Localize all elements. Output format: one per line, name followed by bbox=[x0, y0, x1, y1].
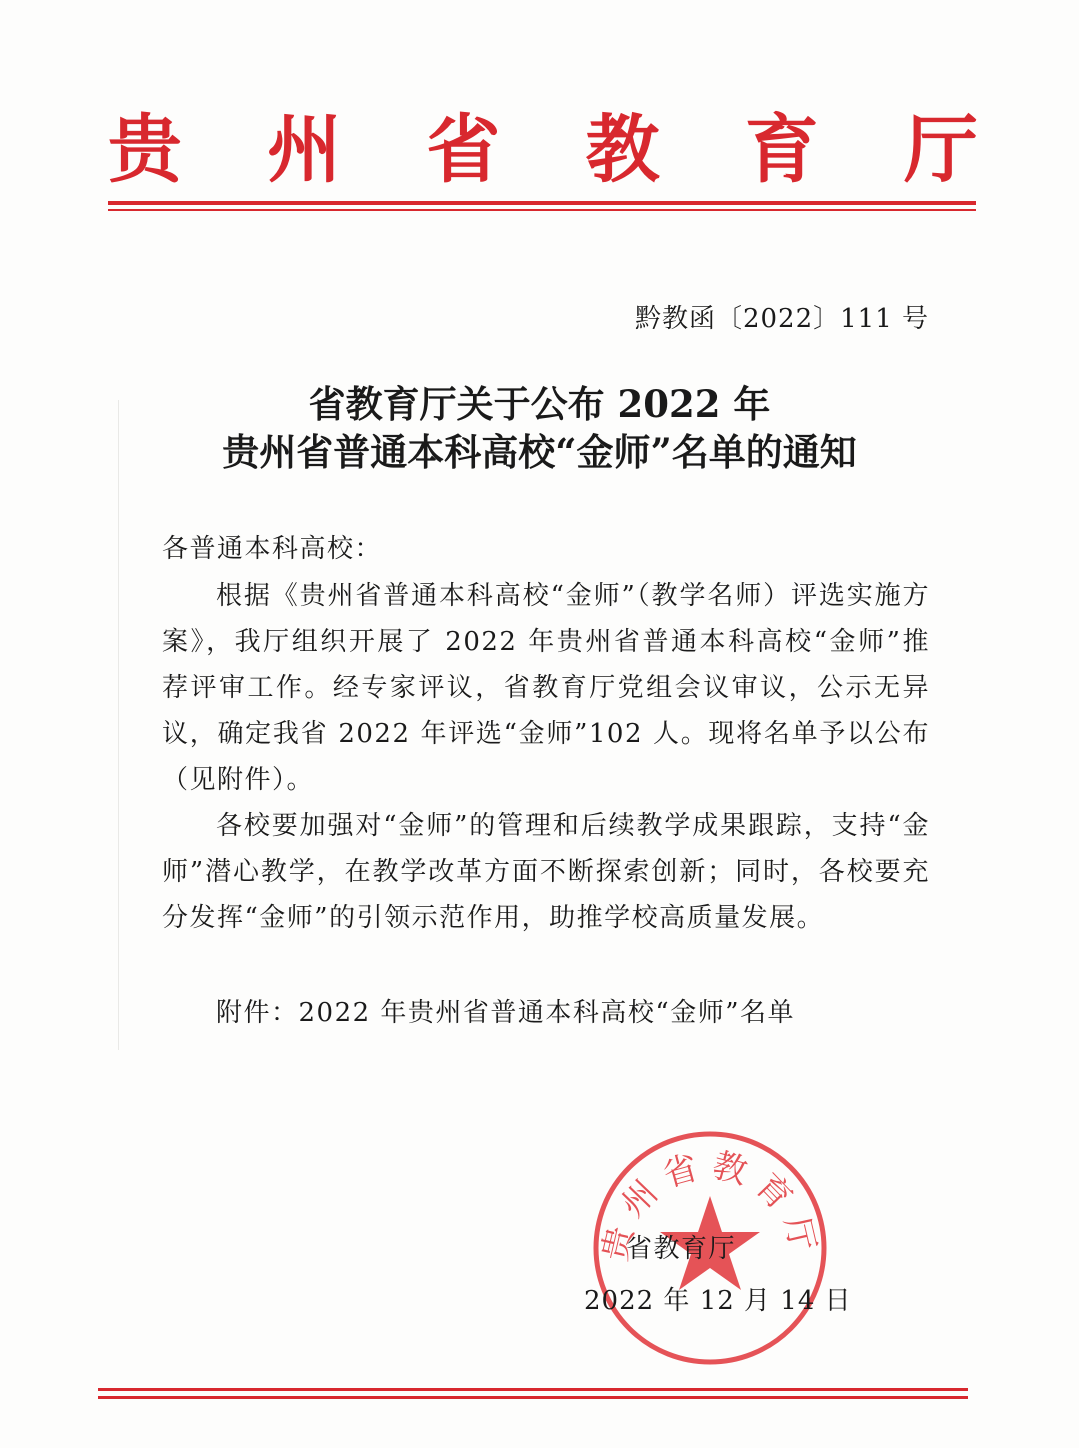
signature-date: 2022 年 12 月 14 日 bbox=[584, 1286, 852, 1316]
letterhead-char: 州 bbox=[267, 107, 342, 193]
footer-rule-top bbox=[98, 1388, 968, 1391]
letterhead-rule-thick bbox=[108, 201, 976, 205]
footer-rule-bottom bbox=[98, 1396, 968, 1399]
letterhead-char: 育 bbox=[744, 107, 819, 193]
document-number: 黔教函〔2022〕111 号 bbox=[634, 304, 929, 334]
body-paragraph-2: 各校要加强对“金师”的管理和后续教学成果跟踪，支持“金师”潜心教学，在教学改革方面不断探索创新；同时，各校要充分发挥“金师”的引领示范作用，助推学校高质量发展。 bbox=[162, 811, 930, 933]
document-title-line1: 省教育厅关于公布 2022 年 bbox=[308, 382, 771, 426]
body-paragraph-1: 根据《贵州省普通本科高校“金师”（教学名师）评选实施方案》，我厅组织开展了 2022 年贵州省普通本科高校“金师”推荐评审工作。经专家评议，省教育厅党组会议审议，公示无异议，确定我省 2022 年评选“金师”102 人。现将名单予以公布（见附件）。 bbox=[162, 581, 930, 795]
letterhead-char: 省 bbox=[426, 107, 501, 193]
salutation: 各普通本科高校： bbox=[162, 534, 383, 564]
attachment-line: 附件：2022 年贵州省普通本科高校“金师”名单 bbox=[216, 998, 796, 1028]
letterhead-char: 教 bbox=[585, 107, 660, 193]
letterhead-rule-thin bbox=[108, 209, 976, 211]
letterhead-title bbox=[108, 105, 978, 195]
seal-text: 贵州省教育厅 bbox=[594, 1145, 826, 1265]
letterhead-char: 厅 bbox=[903, 107, 978, 193]
document-title-line2: 贵州省普通本科高校“金师”名单的通知 bbox=[222, 430, 857, 474]
letterhead-char: 贵 bbox=[108, 107, 182, 193]
signature-org: 省教育厅 bbox=[626, 1234, 737, 1264]
scan-artifact-line bbox=[118, 400, 119, 1050]
